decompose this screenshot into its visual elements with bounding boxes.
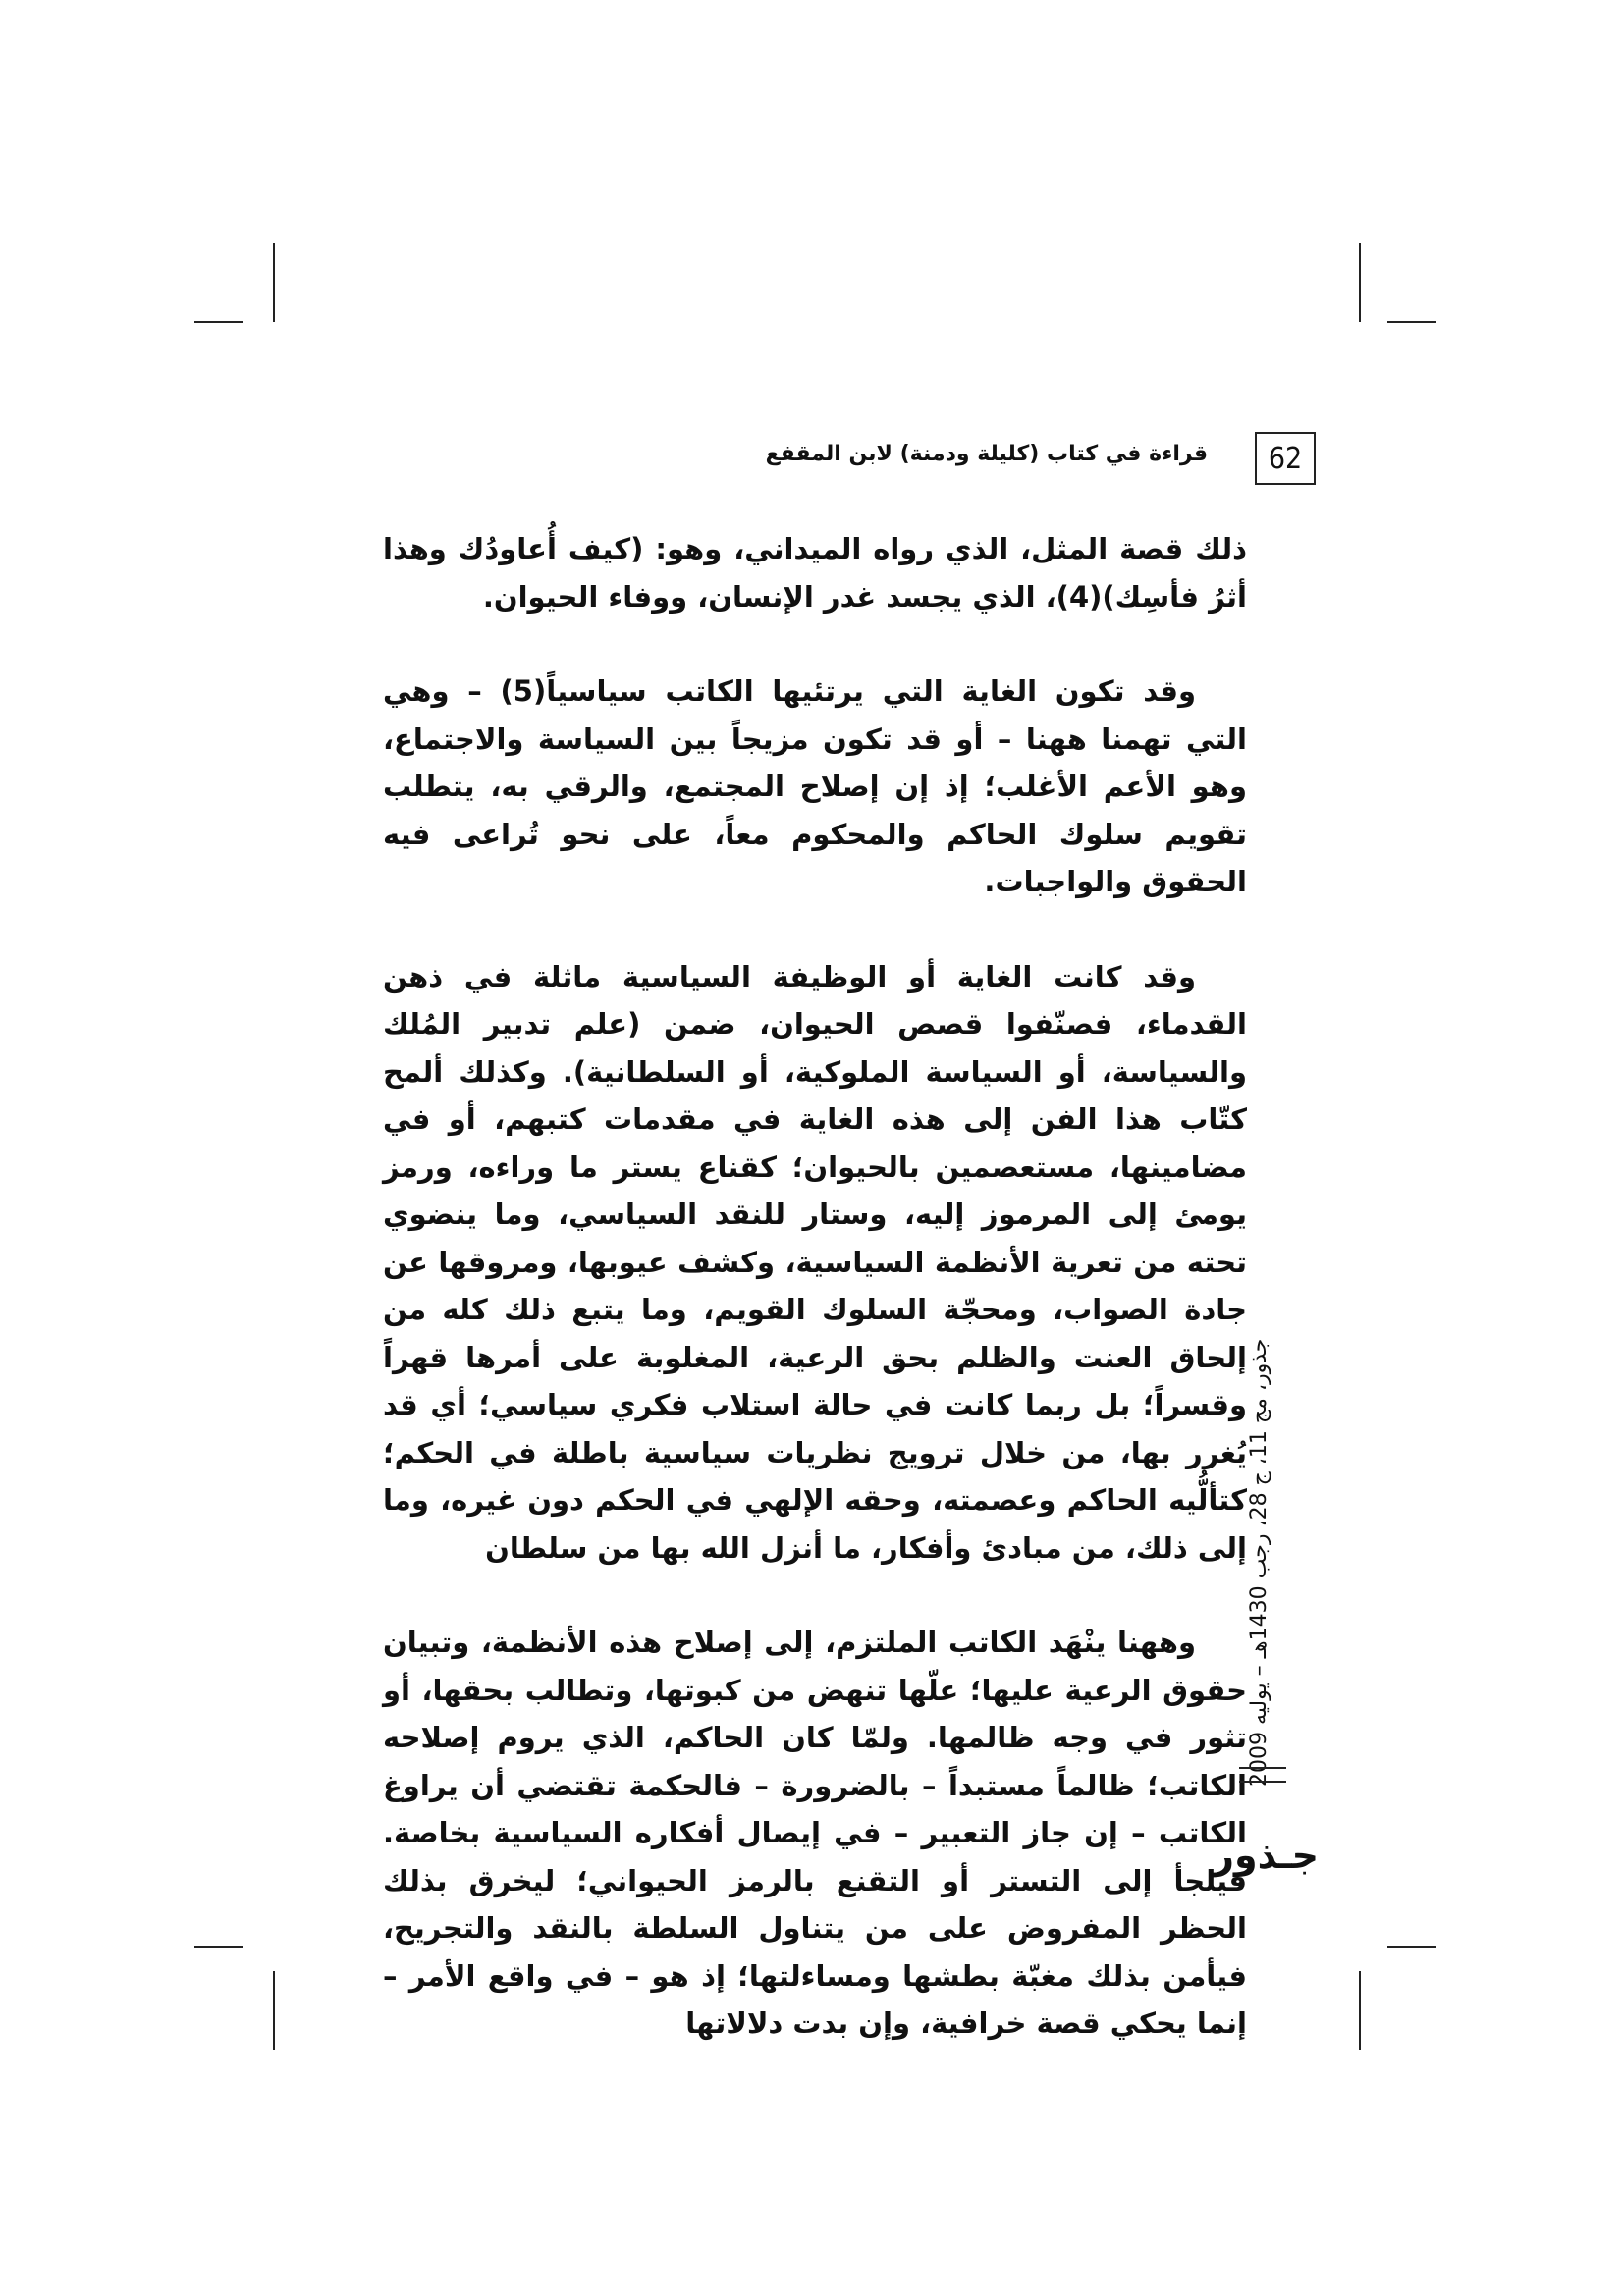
crop-mark-top-left-vertical — [273, 243, 275, 322]
crop-mark-top-right-vertical — [1359, 243, 1361, 322]
page-header — [373, 432, 1316, 483]
journal-citation-column — [1237, 1338, 1276, 1787]
page-number: 62 — [1255, 432, 1316, 485]
running-title: قراءة في كتاب (كليلة ودمنة) لابن المقفع — [765, 442, 1208, 466]
crop-mark-top-left-horizontal — [194, 321, 243, 323]
article-body — [383, 525, 1247, 2048]
crop-mark-bottom-left-horizontal — [194, 1946, 243, 1948]
journal-citation: جذور، مج 11، ج 28، رجب 1430هـ – يوليه 2009 — [1247, 1338, 1271, 1787]
crop-mark-top-right-horizontal — [1387, 321, 1436, 323]
crop-mark-bottom-right-vertical — [1359, 1971, 1361, 2050]
paragraph-3: وقد كانت الغاية أو الوظيفة السياسية ماثلة في ذهن القدماء، فصنّفوا قصص الحيوان، ضمن (علم تدبير المُلك والسياسة، أو السياسة الملوكية، أو السلطانية). وكذلك ألمح كتّاب هذا الفن إلى هذه الغاية في مقدمات كتبهم، أو في مضامينها، مستعصمين بالحيوان؛ كقناع يستر ما وراءه، ورمز يومئ إلى المرموز إليه، وستار للنقد السياسي، وما ينضوي تحته من تعرية الأنظمة السياسية، وكشف عيوبها، ومروقها عن جادة الصواب، ومحجّة السلوك القويم، وما يتبع ذلك كله من إلحاق العنت والظلم بحق الرعية، المغلوبة على أمرها قهراً وقسراً؛ بل ربما كانت في حالة استلاب فكري سياسي؛ أي قد يُغرر بها، من خلال ترويج نظريات سياسية باطلة في الحكم؛ كتألُّيه الحاكم وعصمته، وحقه الإلهي في الحكم دون غيره، وما إلى ذلك، من مبادئ وأفكار، ما أنزل الله بها من سلطان — [383, 959, 1247, 1565]
paragraph-2: وقد تكون الغاية التي يرتئيها الكاتب سياسياً(5) – وهي التي تهمنا ههنا – أو قد تكون مزيجاً بين السياسة والاجتماع، وهو الأعم الأغلب؛ إذ إن إصلاح المجتمع، والرقي به، يتطلب تقويم سلوك الحاكم والمحكوم معاً، على نحو تُراعى فيه الحقوق والواجبات. — [383, 674, 1247, 898]
crop-mark-bottom-left-vertical — [273, 1971, 275, 2050]
journal-logo: جـذور — [1213, 1834, 1319, 1877]
crop-mark-bottom-right-horizontal — [1387, 1946, 1436, 1948]
paragraph-4: وههنا ينْهَد الكاتب الملتزم، إلى إصلاح هذه الأنظمة، وتبيان حقوق الرعية عليها؛ علّها تنهض من كبوتها، وتطالب بحقها، أو تثور في وجه ظالمها. ولمّا كان الحاكم، الذي يروم إصلاحه الكاتب؛ ظالماً مستبداً – بالضرورة – فالحكمة تقتضي أن يراوغ الكاتب – إن جاز التعبير – في إيصال أفكاره السياسية بخاصة. فيلجأ إلى التستر أو التقنع بالرمز الحيواني؛ ليخرق بذلك الحظر المفروض على من يتناول السلطة بالنقد والتجريح، فيأمن بذلك مغبّة بطشها ومساءلتها؛ إذ هو – في واقع الأمر – إنما يحكي قصة خرافية، وإن بدت دلالاتها — [383, 1626, 1247, 2040]
journal-divider — [1239, 1767, 1286, 1783]
paragraph-1: ذلك قصة المثل، الذي رواه الميداني، وهو: (كيف أُعاودُك وهذا أثرُ فأسِك)(4)، الذي يجسد غدر الإنسان، ووفاء الحيوان. — [383, 532, 1247, 614]
